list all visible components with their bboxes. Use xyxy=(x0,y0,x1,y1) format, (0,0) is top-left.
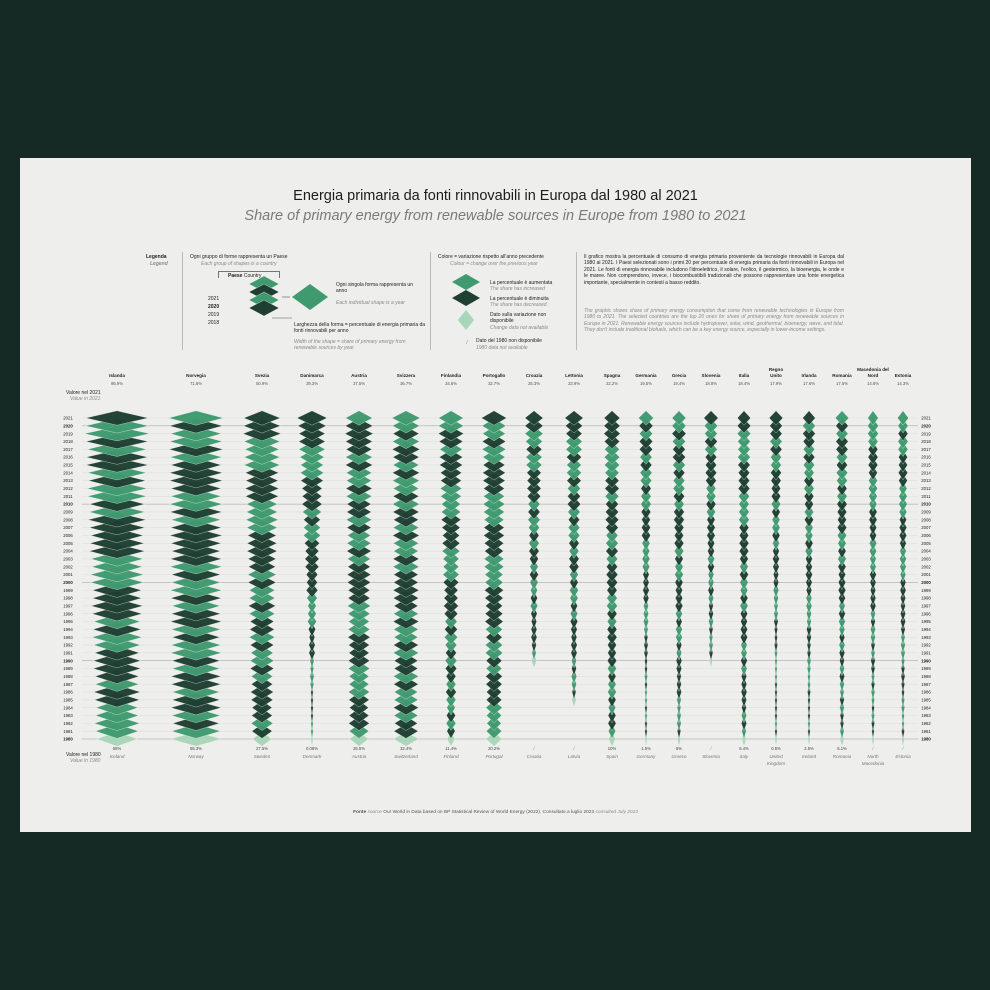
legend-inc-it: La percentuale è aumentata xyxy=(490,280,553,286)
year-tick-label: 1989 xyxy=(63,666,73,672)
value-2021: 32.7% xyxy=(488,381,500,386)
value-2021: 14.8% xyxy=(867,381,879,386)
year-diamond xyxy=(525,411,543,425)
year-tick-label: 1998 xyxy=(921,595,931,601)
year-tick-label: 1991 xyxy=(921,650,931,656)
year-tick-label: 2011 xyxy=(63,493,73,499)
country-label-it: Croazia xyxy=(525,373,543,378)
country-label-it: Danimarca xyxy=(300,373,324,378)
legend-width-it: Larghezza della forma = percentuale di energia primaria da fonti rinnovabili per anno xyxy=(294,322,426,335)
year-tick-label: 2005 xyxy=(921,540,931,546)
year-tick-label: 1981 xyxy=(921,728,931,734)
year-tick-label: 2002 xyxy=(63,564,73,570)
value-2021: 25.3% xyxy=(528,381,540,386)
country-label-it: Islanda xyxy=(109,373,125,378)
legend-decrease-diamond xyxy=(452,290,480,306)
value-1980: 6.4% xyxy=(739,746,749,751)
axis-value-2021-en: Value in 2021 xyxy=(70,396,101,402)
year-tick-label: 1984 xyxy=(921,705,931,711)
value-1980: 5% xyxy=(675,746,683,751)
legend-na-en: Change data not available xyxy=(490,325,549,331)
legend-single-diamond xyxy=(292,284,328,310)
year-tick-label: 2016 xyxy=(921,454,931,460)
value-2021: 86.9% xyxy=(111,381,123,386)
value-1980: 27.5% xyxy=(256,746,268,751)
year-tick-label: 2020 xyxy=(921,423,931,429)
country-label-it: Austria xyxy=(351,373,367,378)
country-label-it: Romania xyxy=(832,373,852,378)
chart-title: Energia primaria da fonti rinnovabili in Europa dal 1980 al 2021 xyxy=(293,188,698,204)
country-label-en: Germany xyxy=(636,754,656,759)
country-label-it: Germania xyxy=(635,373,657,378)
year-tick-label: 2004 xyxy=(921,548,931,554)
year-tick-label: 1996 xyxy=(921,611,931,617)
legend-group-it: Ogni gruppo di forme rappresenta un Paese xyxy=(190,254,288,260)
year-tick-label: 1999 xyxy=(63,587,73,593)
value-2021: 18.8% xyxy=(705,381,717,386)
legend-increase-diamond xyxy=(452,274,480,290)
country-label-it: Nord xyxy=(867,373,879,378)
value-1980: / xyxy=(573,746,575,751)
value-1980: 0.06% xyxy=(306,746,318,751)
legend-title-en: Legend xyxy=(150,261,168,267)
year-tick-label: 1993 xyxy=(921,634,931,640)
year-tick-label: 2011 xyxy=(921,493,931,499)
value-1980: 11.4% xyxy=(445,746,457,751)
year-tick-label: 2013 xyxy=(63,478,73,484)
chart-svg xyxy=(20,158,971,832)
year-tick-label: 2018 xyxy=(921,439,931,445)
country-label-en: Switzerland xyxy=(394,754,418,759)
year-tick-label: 1982 xyxy=(63,720,73,726)
year-tick-label: 1985 xyxy=(921,697,931,703)
legend-group-en: Each group of shapes is a country xyxy=(201,261,277,267)
country-label-en: Ireland xyxy=(801,754,817,759)
chart-subtitle: Share of primary energy from renewable sources in Europe from 1980 to 2021 xyxy=(244,208,747,224)
year-tick-label: 1994 xyxy=(63,626,73,632)
year-diamond xyxy=(704,411,718,425)
country-label-en: Kingdom xyxy=(766,761,786,766)
legend-title: Legenda xyxy=(146,254,167,260)
country-label-en: Macedonia xyxy=(861,761,885,766)
year-tick-label: 2012 xyxy=(921,486,931,492)
year-tick-label: 2001 xyxy=(63,572,73,578)
year-tick-label: 1990 xyxy=(63,658,73,664)
year-tick-label: 2013 xyxy=(921,478,931,484)
year-diamond xyxy=(672,411,686,425)
year-tick-label: 2005 xyxy=(63,540,73,546)
country-label-it: Svizzera xyxy=(396,373,416,378)
year-tick-label: 2007 xyxy=(63,525,73,531)
country-label-en: Finland xyxy=(443,754,459,759)
year-tick-label: 2001 xyxy=(921,572,931,578)
year-tick-label: 2014 xyxy=(921,470,931,476)
country-label-it: Unito xyxy=(770,373,782,378)
year-diamond xyxy=(737,411,750,425)
year-tick-label: 1984 xyxy=(63,705,73,711)
year-diamond xyxy=(481,411,506,425)
value-1980: 58% xyxy=(112,746,122,751)
country-label-it: Grecia xyxy=(671,373,687,378)
legend-shape-en: Each individual shape is a year xyxy=(336,300,405,306)
year-tick-label: 1980 xyxy=(921,736,931,742)
country-label-it: Lettonia xyxy=(565,373,583,378)
country-label-en: Romania xyxy=(832,754,852,759)
year-diamond xyxy=(835,411,848,425)
year-tick-label: 2006 xyxy=(921,533,931,539)
footer-consulted: consulted July 2023 xyxy=(595,810,638,815)
year-diamond xyxy=(565,411,583,425)
year-tick-label: 1986 xyxy=(63,689,73,695)
year-tick-label: 2009 xyxy=(63,509,73,515)
year-tick-label: 2019 xyxy=(63,431,73,437)
country-label-en: Denmark xyxy=(302,754,322,759)
year-tick-label: 2000 xyxy=(921,580,931,586)
value-2021: 19.5% xyxy=(640,381,652,386)
value-1980: / xyxy=(902,746,904,751)
year-tick-label: 2010 xyxy=(921,501,931,507)
year-tick-label: 1989 xyxy=(921,666,931,672)
year-diamond xyxy=(639,411,654,425)
legend-na-diamond xyxy=(458,310,474,330)
country-label-en: Iceland xyxy=(109,754,125,759)
year-tick-label: 1994 xyxy=(921,626,931,632)
year-tick-label: 2012 xyxy=(63,486,73,492)
year-tick-label: 1995 xyxy=(921,619,931,625)
year-diamond xyxy=(169,411,224,425)
year-tick-label: 2000 xyxy=(63,580,73,586)
year-tick-label: 2015 xyxy=(63,462,73,468)
year-tick-label: 1983 xyxy=(63,713,73,719)
value-2021: 71.6% xyxy=(190,381,202,386)
year-tick-label: 2020 xyxy=(63,423,73,429)
value-2021: 19.4% xyxy=(673,381,685,386)
legend-country: Country xyxy=(243,273,262,279)
value-2021: 34.6% xyxy=(445,381,457,386)
country-label-en: Italy xyxy=(739,754,749,759)
value-1980: / xyxy=(533,746,535,751)
year-tick-label: 1987 xyxy=(63,681,73,687)
country-label-en: Croatia xyxy=(526,754,542,759)
year-tick-label: 2021 xyxy=(63,415,73,421)
country-label-en: Sweden xyxy=(253,754,271,759)
year-tick-label: 2003 xyxy=(63,556,73,562)
year-tick-label: 2016 xyxy=(63,454,73,460)
legend-width-en: Width of the shape = share of primary energy from renewable sources by year xyxy=(294,339,406,352)
year-tick-label: 1982 xyxy=(921,720,931,726)
legend-na-it: Dato sulla variazione non disponibile xyxy=(490,312,547,325)
year-tick-label: 1987 xyxy=(921,681,931,687)
year-tick-label: 2019 xyxy=(921,431,931,437)
year-tick-label: 2009 xyxy=(921,509,931,515)
year-tick-label: 1990 xyxy=(921,658,931,664)
axis-value-2021-it: Valore nel 2021 xyxy=(66,390,101,396)
year-diamond xyxy=(868,411,879,425)
value-2021: 39.3% xyxy=(306,381,318,386)
legend-shape-it: Ogni singola forma rappresenta un anno xyxy=(336,282,413,295)
legend-year-2019: 2019 xyxy=(208,312,220,318)
year-tick-label: 2014 xyxy=(63,470,73,476)
value-1980: 26.5% xyxy=(353,746,365,751)
year-tick-label: 2017 xyxy=(63,446,73,452)
year-tick-label: 2003 xyxy=(921,556,931,562)
value-1980: 5.1% xyxy=(837,746,847,751)
country-label-it: Italia xyxy=(738,373,750,378)
year-tick-label: 1991 xyxy=(63,650,73,656)
year-tick-label: 2002 xyxy=(921,564,931,570)
legend-colour-it: Colore = variazione rispetto all'anno precedente xyxy=(438,254,544,260)
poster xyxy=(20,158,971,832)
year-diamond xyxy=(898,411,909,425)
year-tick-label: 1983 xyxy=(921,713,931,719)
country-label-it: Slovenia xyxy=(701,373,721,378)
value-2021: 17.6% xyxy=(803,381,815,386)
year-diamond xyxy=(346,411,373,425)
country-label-en: Latvia xyxy=(567,754,581,759)
country-label-en: United xyxy=(769,754,783,759)
legend-year-2021: 2021 xyxy=(208,296,220,302)
country-label-en: Norway xyxy=(188,754,204,759)
value-1980: 0.5% xyxy=(771,746,781,751)
value-1980: 10% xyxy=(607,746,617,751)
year-tick-label: 2018 xyxy=(63,439,73,445)
country-label-en: Portugal xyxy=(485,754,503,759)
country-label-it: Norvegia xyxy=(186,373,206,378)
country-label-it: Finlandia xyxy=(440,373,462,378)
country-label-it: Spagna xyxy=(603,373,621,378)
year-tick-label: 2008 xyxy=(921,517,931,523)
country-label-it: Estonia xyxy=(894,373,912,378)
year-tick-label: 1998 xyxy=(63,595,73,601)
value-1980: 2.5% xyxy=(804,746,814,751)
year-tick-label: 2017 xyxy=(921,446,931,452)
year-tick-label: 1992 xyxy=(921,642,931,648)
value-2021: 37.5% xyxy=(353,381,365,386)
footer-fonte: Fonte xyxy=(353,810,367,815)
year-tick-label: 2010 xyxy=(63,501,73,507)
country-label-en: North xyxy=(867,754,879,759)
legend-year-2018: 2018 xyxy=(208,320,220,326)
legend-1980-it: Dato del 1980 non disponibile xyxy=(476,338,542,344)
year-tick-label: 1980 xyxy=(63,736,73,742)
year-diamond xyxy=(769,411,783,425)
footer xyxy=(20,810,971,815)
year-diamond xyxy=(439,411,464,425)
year-tick-label: 2004 xyxy=(63,548,73,554)
legend-dec-en: The share has decreased xyxy=(490,302,547,308)
value-2021: 22.2% xyxy=(606,381,618,386)
country-label-en: Estonia xyxy=(895,754,911,759)
year-tick-label: 2006 xyxy=(63,533,73,539)
year-tick-label: 2008 xyxy=(63,517,73,523)
country-label-en: Austria xyxy=(351,754,367,759)
value-2021: 17.9% xyxy=(770,381,782,386)
year-tick-label: 1985 xyxy=(63,697,73,703)
value-1980: / xyxy=(872,746,874,751)
legend-1980-en: 1980 data not available xyxy=(476,345,528,351)
footer-source: source xyxy=(367,810,382,815)
year-diamond xyxy=(86,411,148,425)
legend-colour-en: Colour = change over the previous year xyxy=(450,261,538,267)
country-label-en: Greece xyxy=(671,754,687,759)
year-tick-label: 1986 xyxy=(921,689,931,695)
year-diamond xyxy=(297,411,327,425)
country-label-en: Slovenia xyxy=(702,754,720,759)
value-1980: 1.5% xyxy=(641,746,651,751)
legend-year-2020: 2020 xyxy=(208,304,220,310)
footer-body: Our World in Data based on BP Statistical Review of World Energy (2022). Consultato a luglio 2023 xyxy=(383,810,595,815)
value-2021: 50.9% xyxy=(256,381,268,386)
country-label-it: Macedonia del xyxy=(857,367,889,372)
legend-1980-slash: / xyxy=(466,340,468,346)
year-tick-label: 1992 xyxy=(63,642,73,648)
year-tick-label: 1988 xyxy=(921,673,931,679)
country-label-it: Regno xyxy=(768,367,784,372)
year-tick-label: 1997 xyxy=(63,603,73,609)
value-2021: 36.7% xyxy=(400,381,412,386)
country-label-it: Svezia xyxy=(254,373,270,378)
country-label-it: Portogallo xyxy=(482,373,506,378)
country-label-it: Irlanda xyxy=(801,373,817,378)
axis-value-1980-en: Value in 1980 xyxy=(70,758,101,764)
year-diamond xyxy=(803,411,816,425)
description-en: The graphic shows share of primary energy consumption that come from renewable technologies in Europe from 1980 to 2021. The selected countries are the top 20 ones for share of primary energy from renewable sources in Europe in 2021. Renewable energy sources include hydropower, solar, wind, geothermal, bioenergy, wave, and tidal. They don't include traditional biofuels, which can be a key energy source, especially in lower-income settings. xyxy=(584,308,844,334)
value-2021: 14.3% xyxy=(897,381,909,386)
year-tick-label: 1999 xyxy=(921,587,931,593)
value-2021: 17.5% xyxy=(836,381,848,386)
description-it: Il grafico mostra la percentuale di consumo di energia primaria proveniente da tecnologie rinnovabili in Europa dal 1980 al 2021. I Paesi selezionati sono i primi 20 per percentuale di energia primaria da fonti rinnovabili in Europa nel 2021. Le fonti di energia rinnovabile includono l'idroelettrico, il solare, l'eolico, il geotermico, la bioenergia, le onde e le maree. Non comprendono, invece, i biocombustibili tradizionali che possono rappresentare una fonte energetica importante, specialmente in contesti a basso reddito. xyxy=(584,254,844,286)
value-1980: 20.2% xyxy=(488,746,500,751)
year-tick-label: 1981 xyxy=(63,728,73,734)
year-tick-label: 2021 xyxy=(921,415,931,421)
year-tick-label: 1995 xyxy=(63,619,73,625)
year-tick-label: 2007 xyxy=(921,525,931,531)
year-diamond xyxy=(604,411,620,425)
year-diamond xyxy=(392,411,420,425)
value-2021: 23.9% xyxy=(568,381,580,386)
year-diamond xyxy=(244,411,280,425)
value-1980: 65.3% xyxy=(190,746,202,751)
value-1980: 32.4% xyxy=(400,746,412,751)
value-2021: 18.4% xyxy=(738,381,750,386)
year-tick-label: 2015 xyxy=(921,462,931,468)
legend-paese: Paese xyxy=(228,273,243,279)
year-tick-label: 1997 xyxy=(921,603,931,609)
axis-value-1980-it: Valore nel 1980 xyxy=(66,752,101,758)
year-tick-label: 1996 xyxy=(63,611,73,617)
year-tick-label: 1988 xyxy=(63,673,73,679)
legend-inc-en: The share has increased xyxy=(490,286,546,292)
year-tick-label: 1993 xyxy=(63,634,73,640)
country-label-en: Spain xyxy=(606,754,618,759)
value-1980: / xyxy=(710,746,712,751)
legend-dec-it: La percentuale è diminuita xyxy=(490,296,549,302)
